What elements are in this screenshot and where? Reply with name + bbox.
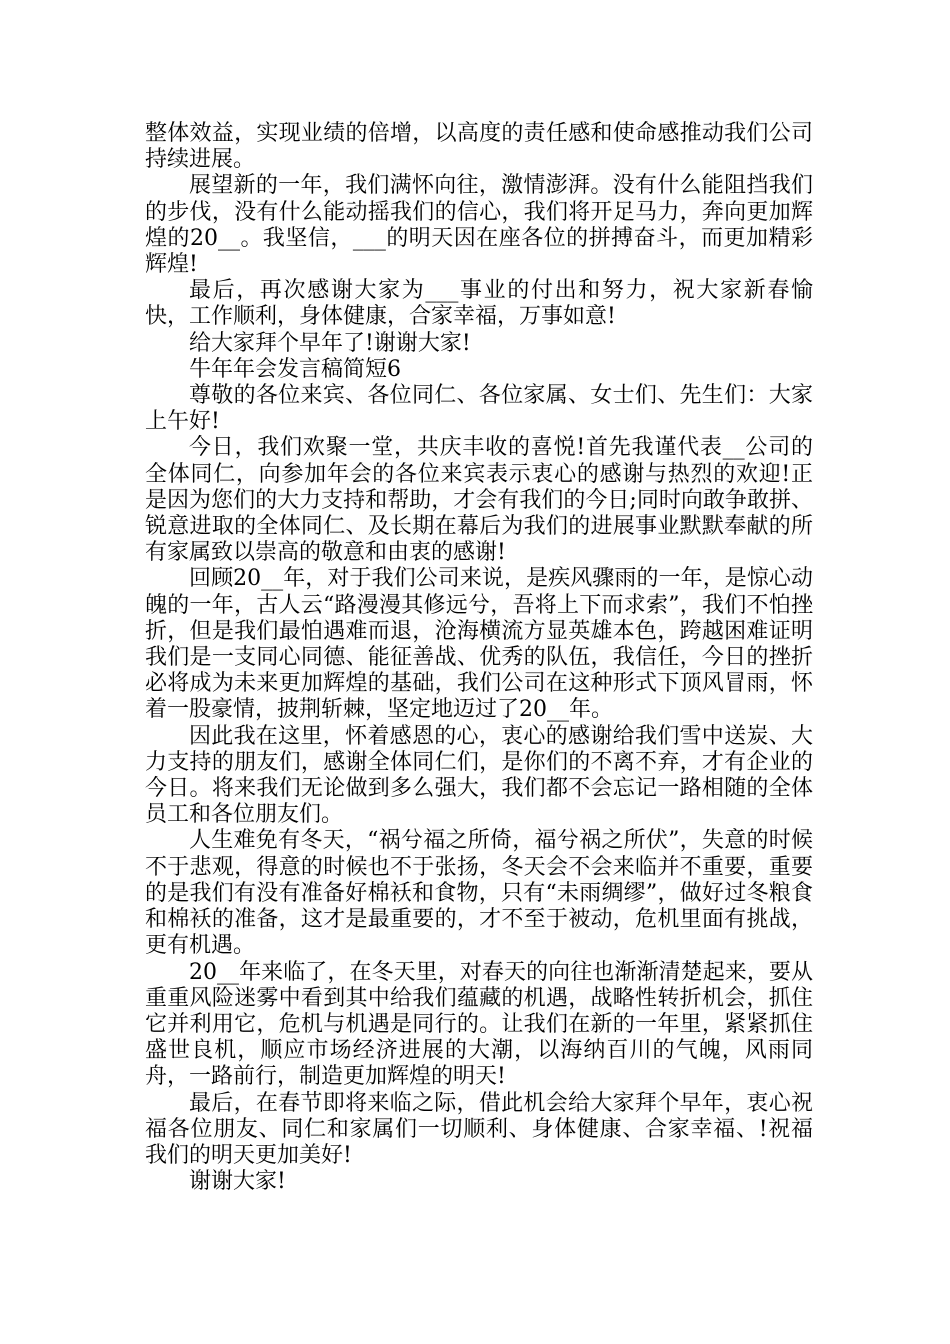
paragraph-final-thanks: 谢谢大家! — [189, 1169, 286, 1195]
paragraph-salutation: 尊敬的各位来宾、各位同仁、各位家属、女士们、先生们：大家上午好! — [145, 383, 813, 435]
paragraph-gratitude: 因此我在这里，怀着感恩的心，衷心的感谢给我们雪中送炭、大力支持的朋友们，感谢全体同仁们，是你们的不离不弃，才有企业的今日。将来我们无论做到多么强大，我们都不会忘记一路相随的全体员工和各位朋友们。 — [145, 723, 813, 828]
paragraph-spring: 20__年来临了，在冬天里，对春天的向往也渐渐清楚起来，要从重重风险迷雾中看到其中给我们蕴藏的机遇，战略性转折机会，抓住它并利用它，危机与机遇是同行的。让我们在新的一年里，紧紧抓住盛世良机，顺应市场经济进展的大潮，以海纳百川的气魄，风雨同舟，一路前行，制造更加辉煌的明天! — [145, 959, 813, 1090]
paragraph-outlook: 展望新的一年，我们满怀向往，激情澎湃。没有什么能阻挡我们的步伐，没有什么能动摇我们的信心，我们将开足马力，奔向更加辉煌的20__。我坚信，___的明天因在座各位的拼搏奋斗，而更加精彩辉煌! — [145, 173, 813, 278]
paragraph-review: 回顾20__年，对于我们公司来说，是疾风骤雨的一年，是惊心动魄的一年，古人云“路漫漫其修远兮，吾将上下而求索”，我们不怕挫折，但是我们最怕遇难而退，沧海横流方显英雄本色，跨越困难证明我们是一支同心同德、能征善战、优秀的队伍，我信任，今日的挫折必将成为未来更加辉煌的基础，我们公司在这种形式下顶风冒雨，怀着一股豪情，披荆斩棘，坚定地迈过了20__年。 — [145, 566, 813, 723]
paragraph-closing-wishes: 最后，在春节即将来临之际，借此机会给大家拜个早年，衷心祝福各位朋友、同仁和家属们一切顺利、身体健康、合家幸福、!祝福我们的明天更加美好! — [145, 1090, 813, 1168]
paragraph-welcome: 今日，我们欢聚一堂，共庆丰收的喜悦!首先我谨代表__公司的全体同仁，向参加年会的各位来宾表示衷心的感谢与热烈的欢迎!正是因为您们的大力支持和帮助，才会有我们的今日;同时向敢争敢拼、锐意进取的全体同仁、及长期在幕后为我们的进展事业默默奉献的所有家属致以崇高的敬意和由衷的感谢! — [145, 435, 813, 566]
document-body — [145, 121, 813, 1195]
paragraph-continuation: 整体效益，实现业绩的倍增，以高度的责任感和使命感推动我们公司持续进展。 — [145, 121, 813, 173]
paragraph-thanks: 最后，再次感谢大家为___事业的付出和努力，祝大家新春愉快，工作顺利，身体健康，合家幸福，万事如意! — [145, 278, 813, 330]
paragraph-new-year-greeting: 给大家拜个早年了!谢谢大家! — [189, 330, 471, 356]
section-heading: 牛年年会发言稿简短6 — [189, 356, 401, 382]
paragraph-winter: 人生难免有冬天，“祸兮福之所倚，福兮祸之所伏”，失意的时候不于悲观，得意的时候也不于张扬，冬天会不会来临并不重要，重要的是我们有没有准备好棉袄和食物，只有“未雨绸缪”，做好过冬粮食和棉袄的准备，这才是最重要的，才不至于被动，危机里面有挑战，更有机遇。 — [145, 828, 813, 959]
